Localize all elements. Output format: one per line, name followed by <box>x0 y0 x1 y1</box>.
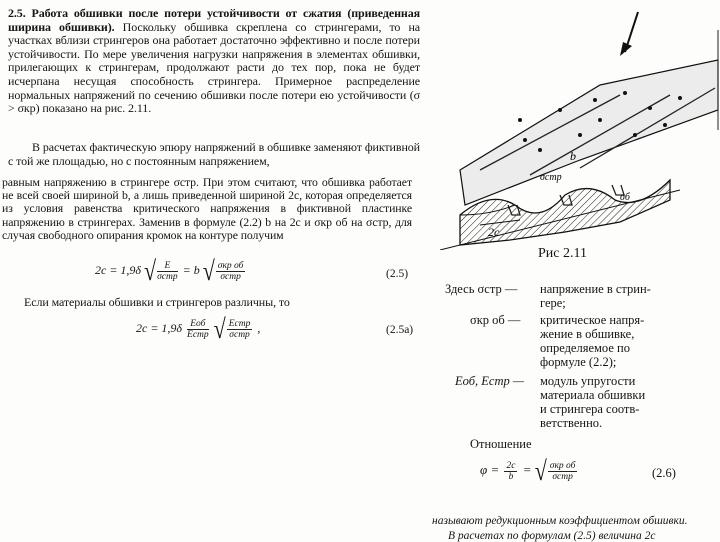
equation-2-6 <box>480 454 579 486</box>
paragraph-text: В расчетах фактическую эпюру напряжений в обшивке заменяют фиктивной с той же площадью, но с постоянным напряжением, <box>8 140 420 168</box>
def-term: Eоб, Eстр — <box>455 374 524 388</box>
paragraph-materials <box>24 296 404 310</box>
skin-panel <box>460 60 718 205</box>
section-heading: 2.5. Работа обшивки после потери устойчивости от сжатия (приведенная ширина обшивки). <box>8 6 420 34</box>
label-sigma-b: σб <box>620 192 630 203</box>
fraction: $\frac{\text{Eоб}}{\text{Eстр}}$ <box>187 318 209 340</box>
eq-lhs: φ = <box>480 461 500 477</box>
ratio-label: Отношение <box>470 437 532 451</box>
bottom-line-2: В расчетах по формулам (2.5) величина 2c <box>448 530 656 542</box>
paragraph-reduced-width <box>2 176 412 242</box>
sqrt-icon: √ <box>534 454 547 486</box>
equation-number: (2.6) <box>652 466 676 480</box>
fraction: $\frac{\text{Eстр}}{\text{σстр}}$ <box>228 318 251 340</box>
sqrt-icon: √ <box>144 254 157 286</box>
definition-text: критическое напря- жение в обшивке, определяемое по формуле (2.2); <box>540 313 645 369</box>
definition-sigma-str <box>445 282 517 296</box>
eq-mid: = <box>522 461 532 477</box>
sqrt-icon: √ <box>213 312 226 344</box>
equation-number: (2.5) <box>386 268 409 280</box>
def-term: σкр об — <box>470 313 521 327</box>
paragraph-calculation <box>8 141 420 168</box>
section-text: Поскольку обшивка скреплена со стрингерами, то на участках вблизи стрингеров она работает достаточно эффективно и после потери устойчивости. По мере увеличения нагрузки напряжения в элементах обшивки, прилегающих к стрингерам, продолжают расти до тех пор, пока не будет исчерпана несущая способность стрингера. Примерное распределение нормальных напряжений по сечению обшивки после потери ею устойчивости (σ > σкр) показано на рис. 2.11. <box>8 19 420 116</box>
label-2c: 2c <box>488 225 500 239</box>
label-b: b <box>570 149 576 163</box>
definition-E <box>455 374 524 388</box>
figure-2-11 <box>420 0 720 250</box>
fraction: $\frac{E}{\text{σстр}}$ <box>157 260 178 282</box>
definition-text: напряжение в стрин- гере; <box>540 282 651 310</box>
eq-lhs: 2c = 1,9δ <box>136 320 183 335</box>
definition-sigma-kr <box>470 313 520 327</box>
equation-2-5a: 2c = 1,9δ $\frac{\text{Eоб}}{\text{Eстр}}$ √ $\frac{\text{Eстр}}{\text{σстр}}$ , <box>136 312 261 344</box>
sqrt-icon: √ <box>202 254 215 286</box>
paragraph-section-2-5 <box>8 7 420 116</box>
label-sigma-str: σстр <box>540 172 562 183</box>
eq-lhs: 2c = 1,9δ <box>95 262 142 277</box>
fraction: $\frac{\text{σкр об}}{\text{σстр}}$ <box>549 460 576 482</box>
definition-text: модуль упругости материала обшивки и стрингера соотв- ветственно. <box>540 374 646 430</box>
bottom-line-1: называют редукционным коэффициентом обшивки. <box>432 515 688 527</box>
equation-number: (2.5а) <box>386 324 414 336</box>
paragraph-text: равным напряжению в стрингере σстр. При этом считают, что обшивка работает не всей своей шириной b, а лишь приведенной шириной 2c, которая определяется из условия равенства критического напряжения в фиктивной пластинке напряжению в стрингерах. Заменив в формуле (2.2) b на 2c и σкр об на σстр, для случая свободного опирания кромок на контуре получим <box>2 175 412 242</box>
paragraph-text: Если материалы обшивки и стрингеров различны, то <box>24 295 290 309</box>
equation-2-5 <box>95 254 247 286</box>
def-term: Здесь σстр — <box>445 282 518 296</box>
eq-mid: = b <box>182 262 200 277</box>
fraction: $\frac{\text{σкр об}}{\text{σстр}}$ <box>217 260 244 282</box>
fraction: $\frac{2c}{b}$ <box>506 460 516 482</box>
figure-caption: Рис 2.11 <box>538 246 587 261</box>
